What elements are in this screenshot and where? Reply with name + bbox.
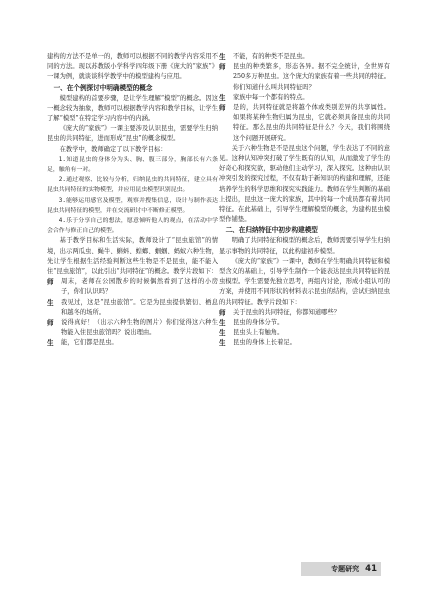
dialogue-text: 昆虫的身体上长着足。 bbox=[233, 339, 296, 347]
dialogue-line bbox=[219, 93, 390, 103]
dialogue-text: 说得真好！（出示六种生物的图片）你们觉得这六种生物能入住昆虫旅馆吗？说出理由。 bbox=[61, 319, 218, 337]
section-heading-1: 一、在个例探讨中明确模型的概念 bbox=[53, 83, 153, 92]
dialogue-text: 周末，老师在公园散步的时候偶然看到了这样的小房子，你们认识吗？ bbox=[61, 278, 218, 296]
dialogue-text: 昆虫的身体分节。 bbox=[233, 319, 284, 327]
dialogue-line bbox=[219, 338, 390, 348]
dialogue-line bbox=[47, 298, 218, 318]
dialogue-text: 是的，共同特征就是将越个体或类别差异的共享属性。如果将某种生物归属为昆虫，它就必须具备昆虫的共同特征。那么昆虫的共同特征是什么？今天，我们将围绕这个问题开展研究。 bbox=[233, 104, 390, 142]
left-column bbox=[47, 52, 218, 349]
speaker-label: 生 bbox=[219, 53, 226, 61]
dialogue-text: 我见过，这是“昆虫旅馆”。它是为昆虫提供繁衍、栖息和越冬的场所。 bbox=[61, 298, 218, 316]
dialogue-text: 能，它们都是昆虫。 bbox=[61, 339, 118, 347]
dialogue-line bbox=[47, 277, 218, 297]
speaker-label: 生 bbox=[219, 339, 226, 348]
dialogue-line bbox=[47, 338, 218, 348]
paragraph: 《庞大的“家族”》一课主要涉及认识昆虫，需要学生归纳昆虫的共同特征，进而形成“昆虫”的概念模型。 bbox=[47, 125, 218, 143]
speaker-label: 生 bbox=[47, 298, 54, 307]
dialogue-line bbox=[219, 52, 390, 62]
objective-item: 4.乐于分享自己的想法，愿意倾听他人的观点，在活动中学会合作与修正自己的模型。 bbox=[47, 218, 218, 235]
dialogue-text: 昆虫的种类繁多，形态各异。据不完全统计，全世界有250多万种昆虫。这个庞大的家族有着一些共同的特征。你们知道什么叫共同特征吗？ bbox=[233, 63, 390, 91]
speaker-label: 生 bbox=[219, 319, 226, 328]
dialogue-line bbox=[219, 103, 390, 144]
dialogue-text: 不能，有的种类不是昆虫。 bbox=[233, 53, 309, 60]
dialogue-line bbox=[219, 62, 390, 93]
objective-item: 1.知道昆虫的身体分为头、胸、腹三部分，胸部长有六条足，触角有一对。 bbox=[47, 156, 218, 174]
paragraph: 在教学中，教师确定了以下教学目标： bbox=[59, 145, 167, 153]
speaker-label: 师 bbox=[47, 319, 54, 328]
speaker-label: 师 bbox=[219, 308, 226, 317]
speaker-label: 师 bbox=[219, 63, 226, 72]
dialogue-line bbox=[219, 308, 390, 318]
paragraph: 建构的方法不是单一的，教师可以根据不同的教学内容采用不同的方法。现以苏教版小学科学四年级下册《庞大的“家族”》一课为例，就谈谈科学教学中的模型建构与应用。 bbox=[47, 53, 218, 81]
paragraph: 明确了共同特征和模型的概念后，教师需要引导学生归纳显示事物的共同特征，以此构建初步模型。 bbox=[219, 237, 390, 255]
speaker-label: 师 bbox=[47, 278, 54, 287]
dialogue-line bbox=[219, 328, 390, 338]
paragraph: 关于六种生物是不是昆虫这个问题，学生表达了不同的意见。这种认知冲突打破了学生既有的认知，从而激发了学生的好奇心和探究欲，驱动他们主动学习，深入探究。这种由认识冲突引发的探究过程，不仅有助于新知识的构建和理解，还能培养学生的科学思维和探究实践能力。教师在学生判断的基础上提出，昆虫这一庞大的家族，其中的每一个成员都有着共同特征。在此基础上，引导学生理解模型的概念，为建构昆虫模型作铺垫。 bbox=[219, 144, 390, 224]
page-number: 41 bbox=[365, 564, 377, 574]
speaker-label: 师 bbox=[219, 104, 226, 113]
dialogue-text: 昆虫头上有触角。 bbox=[233, 329, 284, 337]
right-column bbox=[219, 52, 390, 349]
section-label: 专题研究 bbox=[331, 565, 360, 573]
speaker-label: 生 bbox=[219, 329, 226, 338]
dialogue-line bbox=[219, 318, 390, 328]
page-footer bbox=[301, 562, 381, 576]
objective-item: 2.通过观察、比较与分析，归纳昆虫的共同特征，建立具有昆虫共同特征的实物模型，并应用昆虫模型识别昆虫。 bbox=[47, 177, 218, 194]
paragraph: 《庞大的“家族”》一课中，教师在学生明确共同特征和模型含义的基础上，引导学生制作一个能表达昆虫共同特征的昆虫模型。学生需要先独立思考，再组内讨论，形成小组认可的方案，并使用不同形状的材料表示昆虫的结构，尝试归纳昆虫的共同特征。教学片段如下： bbox=[219, 257, 390, 306]
dialogue-text: 关于昆虫的共同特征，你都知道哪些？ bbox=[233, 308, 341, 316]
dialogue-line bbox=[47, 318, 218, 338]
paragraph: 基于教学目标和生活实际，教师设计了“昆虫旅馆”的情境，出示两瓜虫、蝇牛、蝌蚪、蝗螂、蝈蝈、蚂蚁六种生物，先让学生根据生活经验判断这些生物是不是昆虫，能不能入住“昆虫旅馆”，以此引出“共同特征”的概念。教学片段如下： bbox=[47, 237, 218, 276]
dialogue-text: 家族中每一个都有的特点。 bbox=[233, 93, 309, 101]
paragraph: 模型建构的首要步骤，是让学生理解“模型”的概念。因这一概念较为抽象，教师可以根据教学内容和教学目标，让学生了解“模型”在特定学习内容中的内涵。 bbox=[47, 94, 218, 123]
speaker-label: 生 bbox=[47, 339, 54, 348]
section-heading-2: 二、在归纳特征中初步构建模型 bbox=[225, 226, 318, 235]
speaker-label: 生 bbox=[219, 93, 226, 102]
objective-item: 3.能够运用感官及模型，观察并搜集信息，设计与制作表达昆虫共同特征的模型，并在交流研讨中不断修正模型。 bbox=[47, 197, 218, 214]
